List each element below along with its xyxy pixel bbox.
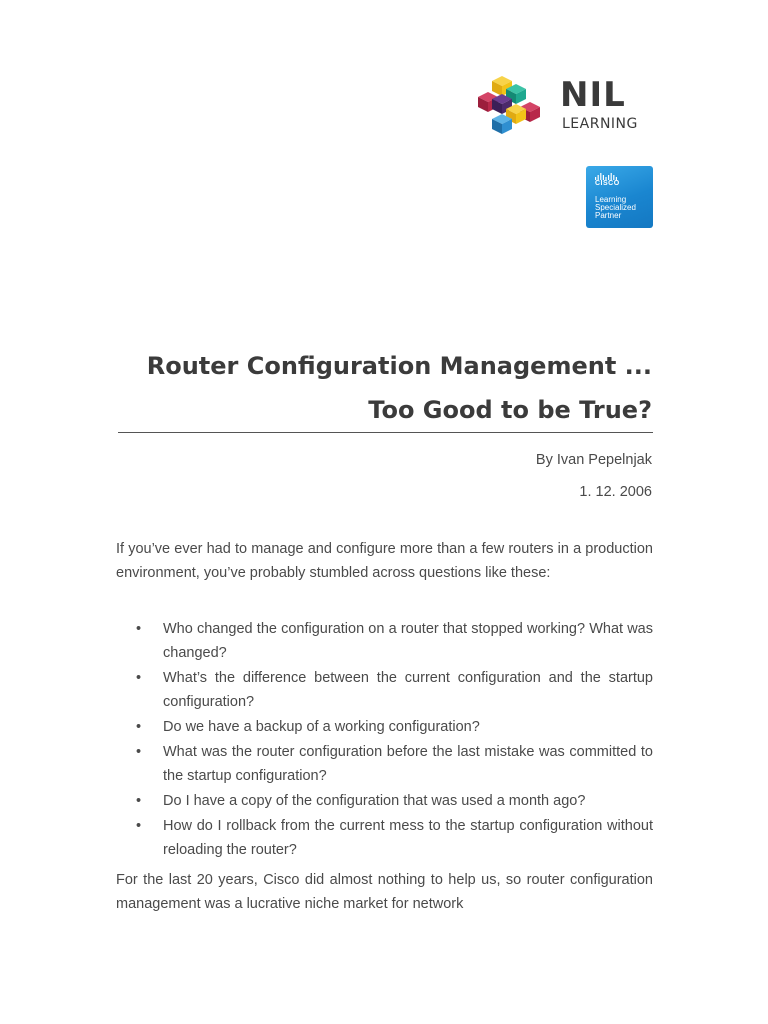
list-item bbox=[116, 715, 653, 739]
list-item bbox=[116, 617, 653, 665]
nil-wordmark: NIL bbox=[560, 75, 626, 115]
list-item-text: What’s the difference between the current configuration and the startup configuration? bbox=[163, 670, 653, 710]
bullet-icon: • bbox=[136, 818, 142, 834]
cisco-badge-line: Partner bbox=[595, 211, 622, 220]
title-line-1: Router Configuration Management ... bbox=[146, 352, 652, 380]
author: By Ivan Pepelnjak bbox=[535, 452, 652, 468]
nil-learning-wordmark: LEARNING bbox=[562, 116, 638, 132]
article-title bbox=[92, 344, 652, 432]
cisco-partner-badge bbox=[586, 166, 653, 228]
list-item-text: What was the router configuration before the last mistake was committed to the startup configuration? bbox=[163, 744, 653, 784]
list-item bbox=[116, 740, 653, 788]
list-item-text: Do we have a backup of a working configuration? bbox=[163, 719, 480, 735]
list-item-text: Do I have a copy of the configuration that was used a month ago? bbox=[163, 793, 586, 809]
cisco-wordmark: CISCO bbox=[595, 180, 620, 187]
byline bbox=[352, 444, 652, 508]
nil-learning-logo bbox=[478, 72, 654, 138]
list-item bbox=[116, 814, 653, 862]
list-item bbox=[116, 666, 653, 714]
bullet-icon: • bbox=[136, 621, 142, 637]
question-list bbox=[116, 617, 653, 863]
bullet-icon: • bbox=[136, 744, 142, 760]
list-item-text: How do I rollback from the current mess to the startup configuration without reloading the router? bbox=[163, 818, 653, 858]
title-divider bbox=[118, 432, 653, 433]
intro-paragraph: If you’ve ever had to manage and configure more than a few routers in a production environment, you’ve probably stumbled across questions like these: bbox=[116, 541, 653, 581]
bullet-icon: • bbox=[136, 719, 142, 735]
publish-date: 1. 12. 2006 bbox=[579, 484, 652, 500]
list-item bbox=[116, 789, 653, 813]
list-item-text: Who changed the configuration on a router that stopped working? What was changed? bbox=[163, 621, 653, 661]
bullet-icon: • bbox=[136, 670, 142, 686]
cisco-badge-text bbox=[595, 196, 636, 220]
title-line-2: Too Good to be True? bbox=[368, 396, 652, 424]
bullet-icon: • bbox=[136, 793, 142, 809]
cisco-badge-line: Learning bbox=[595, 195, 627, 204]
cubes-logo-icon bbox=[478, 72, 550, 138]
cisco-badge-line: Specialized bbox=[595, 203, 636, 212]
body-paragraph: For the last 20 years, Cisco did almost nothing to help us, so router configuration management was a lucrative niche market for network bbox=[116, 872, 653, 912]
